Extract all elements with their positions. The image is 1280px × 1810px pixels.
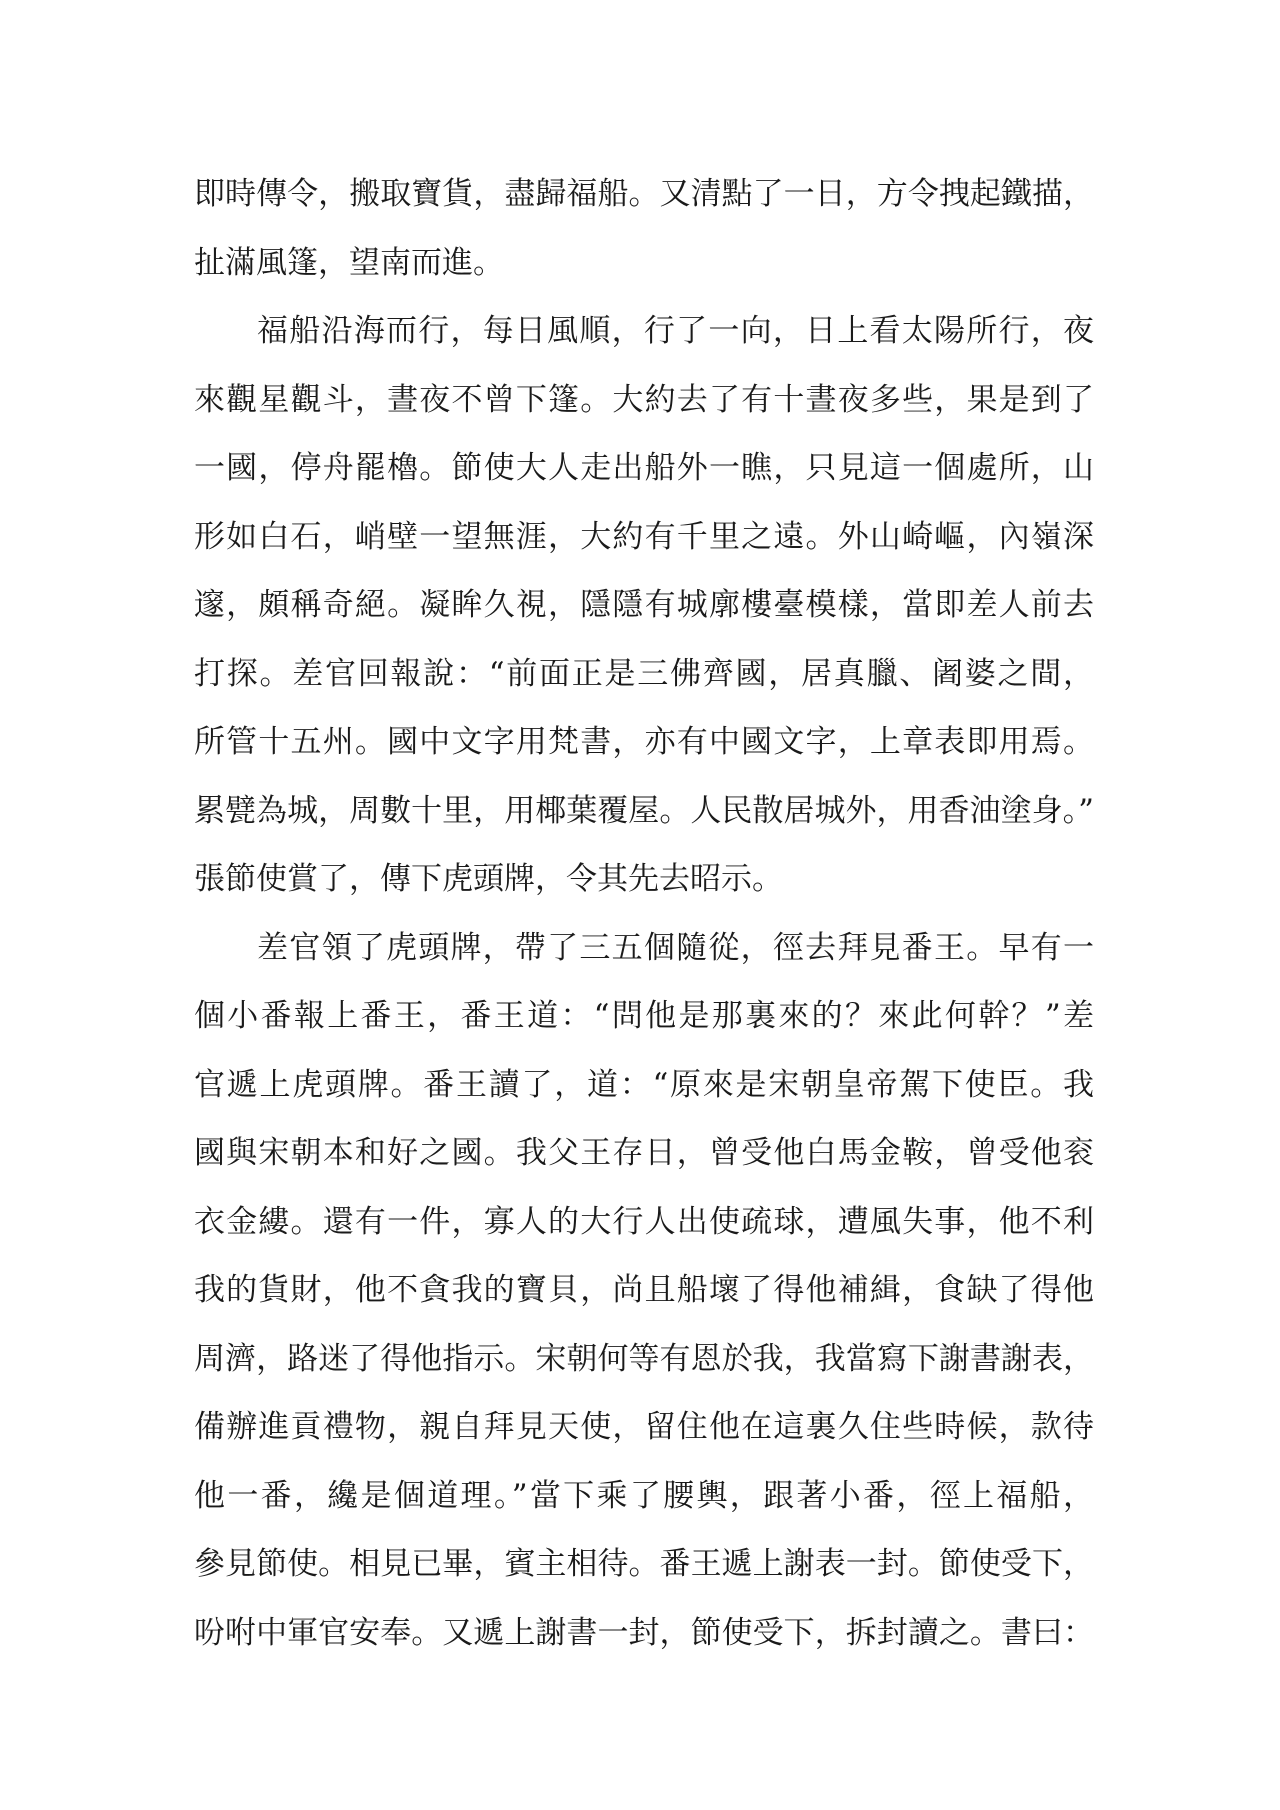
text-line: 即時傳令，搬取寶貨，盡歸福船。又清點了一日，方令拽起鐵描， [194, 176, 1094, 212]
text-line: 國與宋朝本和好之國。我父王存日，曾受他白馬金鞍，曾受他衮 [194, 1135, 1094, 1171]
text-line: 打探。差官回報說：“前面正是三佛齊國，居真臘、阇婆之間， [194, 655, 1094, 692]
text-line: 官遞上虎頭牌。番王讀了，道：“原來是宋朝皇帝駕下使臣。我 [194, 1066, 1094, 1103]
text-line: 周濟，路迷了得他指示。宋朝何等有恩於我，我當寫下謝書謝表， [194, 1340, 1094, 1377]
document-body [194, 160, 1094, 1667]
text-line: 吩咐中軍官安奉。又遞上謝書一封，節使受下，拆封讀之。書曰： [194, 1614, 1094, 1651]
text-line: 個小番報上番王，番王道：“問他是那裏來的？來此何幹？”差 [194, 998, 1094, 1034]
text-line: 他一番，纔是個道理。”當下乘了腰輿，跟著小番，徑上福船， [194, 1477, 1094, 1514]
text-line: 張節使賞了，傳下虎頭牌，令其先去昭示。 [194, 861, 783, 897]
text-line: 參見節使。相見已畢，賓主相待。番王遞上謝表一封。節使受下， [194, 1546, 1094, 1582]
text-line: 我的貨財，他不貪我的寶貝，尚且船壞了得他補緝，食缺了得他 [194, 1272, 1094, 1308]
text-line: 來觀星觀斗，晝夜不曾下篷。大約去了有十晝夜多些，果是到了 [194, 381, 1094, 418]
text-line: 一國，停舟罷櫓。節使大人走出船外一瞧，只見這一個處所，山 [194, 450, 1094, 486]
text-line: 形如白石，峭壁一望無涯，大約有千里之遠。外山崎嶇，內嶺深 [194, 518, 1094, 555]
text-line: 衣金縷。還有一件，寡人的大行人出使疏球，遭風失事，他不利 [194, 1203, 1094, 1240]
text-line: 扯滿風篷，望南而進。 [194, 244, 504, 281]
text-line: 備辦進貢禮物，親自拜見天使，留住他在這裏久住些時候，款待 [194, 1409, 1094, 1445]
text-line: 福船沿海而行，每日風順，行了一向，日上看太陽所行，夜 [257, 313, 1094, 349]
text-line: 差官領了虎頭牌，帶了三五個隨從，徑去拜見番王。早有一 [257, 929, 1094, 966]
text-line: 累甓為城，周數十里，用椰葉覆屋。人民散居城外，用香油塗身。” [194, 792, 1094, 829]
text-line: 所管十五州。國中文字用梵書，亦有中國文字，上章表即用焉。 [194, 724, 1094, 760]
text-line: 邃，頗稱奇絕。凝眸久視，隱隱有城廓樓臺模樣，當即差人前去 [194, 587, 1094, 623]
